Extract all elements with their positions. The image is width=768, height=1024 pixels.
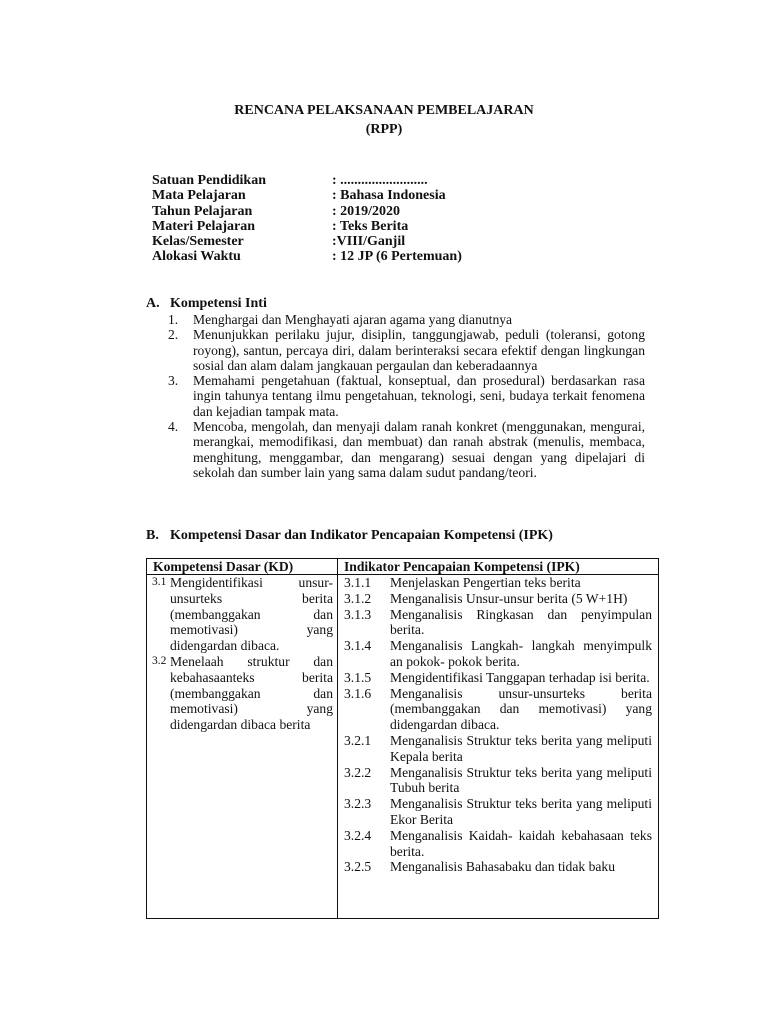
info-value: : Bahasa Indonesia xyxy=(332,188,446,204)
info-label: Materi Pelajaran xyxy=(152,218,256,234)
table-header-kd: Kompetensi Dasar (KD) xyxy=(147,559,338,575)
ipk-number: 3.2.1 xyxy=(344,732,372,748)
ipk-number: 3.1.5 xyxy=(344,669,372,685)
ipk-item xyxy=(338,733,658,765)
info-value: : Teks Berita xyxy=(332,218,409,234)
info-row xyxy=(152,188,462,203)
info-label: Satuan Pendidikan xyxy=(152,173,266,188)
list-number: 3. xyxy=(168,373,179,389)
ipk-number: 3.1.3 xyxy=(344,606,372,622)
section-title: Kompetensi Dasar dan Indikator Pencapaian Kompetensi (IPK) xyxy=(170,528,553,543)
info-row xyxy=(152,204,462,219)
ipk-item xyxy=(338,828,658,860)
ipk-item xyxy=(338,670,658,686)
section-letter: B. xyxy=(146,528,159,543)
kd-number: 3.1 xyxy=(152,576,167,588)
ipk-item xyxy=(338,859,658,875)
info-value: : ......................... xyxy=(332,173,428,188)
ipk-text: Menjelaskan Pengertian teks berita xyxy=(390,575,581,590)
section-title: Kompetensi Inti xyxy=(170,296,267,311)
ipk-text: Menganalisis Struktur teks berita yang meliputi Kepala berita xyxy=(390,732,652,764)
ipk-cell xyxy=(338,575,659,919)
ipk-text: Menganalisis Bahasabaku dan tidak baku xyxy=(390,859,615,875)
ipk-item xyxy=(338,765,658,797)
list-text: Mencoba, mengolah, dan menyaji dalam ranah konkret (menggunakan, mengurai, merangkai, memodifikasi, dan membuat) dan ranah abstrak (menulis, membaca, menghitung, menggambar, dan mengarang) sesuai dengan yang dipelajari di sekolah dan sumber lain yang sama dalam sudut pandang/teori. xyxy=(193,419,645,480)
info-value: : 2019/2020 xyxy=(332,203,401,219)
ipk-item xyxy=(338,575,658,591)
ipk-text: Menganalisis Langkah- langkah menyimpulk an pokok- pokok berita. xyxy=(390,638,652,669)
ipk-number: 3.2.5 xyxy=(344,859,372,875)
ipk-item xyxy=(338,591,658,607)
ipk-item xyxy=(338,638,658,670)
ipk-number: 3.2.4 xyxy=(344,827,372,843)
list-item xyxy=(168,312,645,327)
ipk-text: Menganalisis Unsur-unsur berita (5 W+1H) xyxy=(390,590,628,606)
kompetensi-inti-list xyxy=(168,312,645,480)
ipk-text: Menganalisis Ringkasan dan penyimpulan berita. xyxy=(390,606,652,638)
ipk-item xyxy=(338,686,658,733)
info-row xyxy=(152,219,462,234)
ipk-text: Menganalisis Struktur teks berita yang meliputi Tubuh berita xyxy=(390,764,652,796)
kd-text: Menelaah struktur dan kebahasaanteks berita (membanggakan dan memotivasi) yang didengardan dibaca berita xyxy=(170,653,333,733)
kd-text: Mengidentifikasi unsur-unsurteks berita (membanggakan dan memotivasi) yang didengardan dibaca. xyxy=(170,575,333,654)
table-header-row xyxy=(147,559,659,575)
list-number: 2. xyxy=(168,327,179,343)
ipk-number: 3.1.1 xyxy=(344,575,372,590)
ipk-item xyxy=(338,607,658,639)
list-item xyxy=(168,419,645,480)
ipk-number: 3.1.2 xyxy=(344,590,372,606)
ipk-number: 3.2.2 xyxy=(344,764,372,780)
list-item xyxy=(168,373,645,419)
ipk-text: Menganalisis Struktur teks berita yang meliputi Ekor Berita xyxy=(390,796,652,827)
ipk-number: 3.2.3 xyxy=(344,796,372,812)
list-text: Menunjukkan perilaku jujur, disiplin, tanggungjawab, peduli (toleransi, gotong royong), santun, percaya diri, dalam berinteraksi secara efektif dengan lingkungan sosial dan alam dalam jangkauan pergaulan dan keberadaannya xyxy=(193,327,645,373)
info-row xyxy=(152,173,462,188)
ipk-number: 3.1.6 xyxy=(344,685,372,701)
table-row xyxy=(147,575,659,919)
info-value: :VIII/Ganjil xyxy=(332,234,406,250)
info-label: Kelas/Semester xyxy=(152,234,244,250)
kd-ipk-table xyxy=(146,558,659,919)
ipk-text: Menganalisis unsur-unsurteks berita (membanggakan dan memotivasi) yang didengardan dibaca. xyxy=(390,685,652,733)
section-letter: A. xyxy=(146,296,160,311)
info-row xyxy=(152,249,462,264)
table-header-ipk: Indikator Pencapaian Kompetensi (IPK) xyxy=(338,559,659,575)
list-text: Memahami pengetahuan (faktual, konseptual, dan prosedural) berdasarkan rasa ingin tahunya tentang ilmu pengetahuan, teknologi, seni, budaya terkait fenomena dan kejadian tampak mata. xyxy=(193,373,645,419)
section-a-heading xyxy=(146,296,267,312)
info-label: Alokasi Waktu xyxy=(152,249,241,265)
info-value: : 12 JP (6 Pertemuan) xyxy=(332,249,462,265)
kd-number: 3.2 xyxy=(152,654,167,667)
identity-block xyxy=(152,173,462,265)
kd-item xyxy=(147,575,337,654)
info-label: Tahun Pelajaran xyxy=(152,203,253,219)
document-subtitle: (RPP) xyxy=(365,122,403,137)
ipk-number: 3.1.4 xyxy=(344,638,372,654)
list-number: 4. xyxy=(168,419,179,435)
info-row xyxy=(152,234,462,249)
ipk-text: Mengidentifikasi Tanggapan terhadap isi berita. xyxy=(390,669,650,685)
info-label: Mata Pelajaran xyxy=(152,188,246,204)
document-title: RENCANA PELAKSANAAN PEMBELAJARAN xyxy=(234,103,534,118)
list-text: Menghargai dan Menghayati ajaran agama yang dianutnya xyxy=(193,312,513,327)
kd-item xyxy=(147,654,337,733)
ipk-text: Menganalisis Kaidah- kaidah kebahasaan teks berita. xyxy=(390,827,652,859)
list-item xyxy=(168,327,645,373)
ipk-item xyxy=(338,796,658,828)
list-number: 1. xyxy=(168,312,179,327)
kd-cell xyxy=(147,575,338,919)
section-b-heading xyxy=(146,528,553,544)
